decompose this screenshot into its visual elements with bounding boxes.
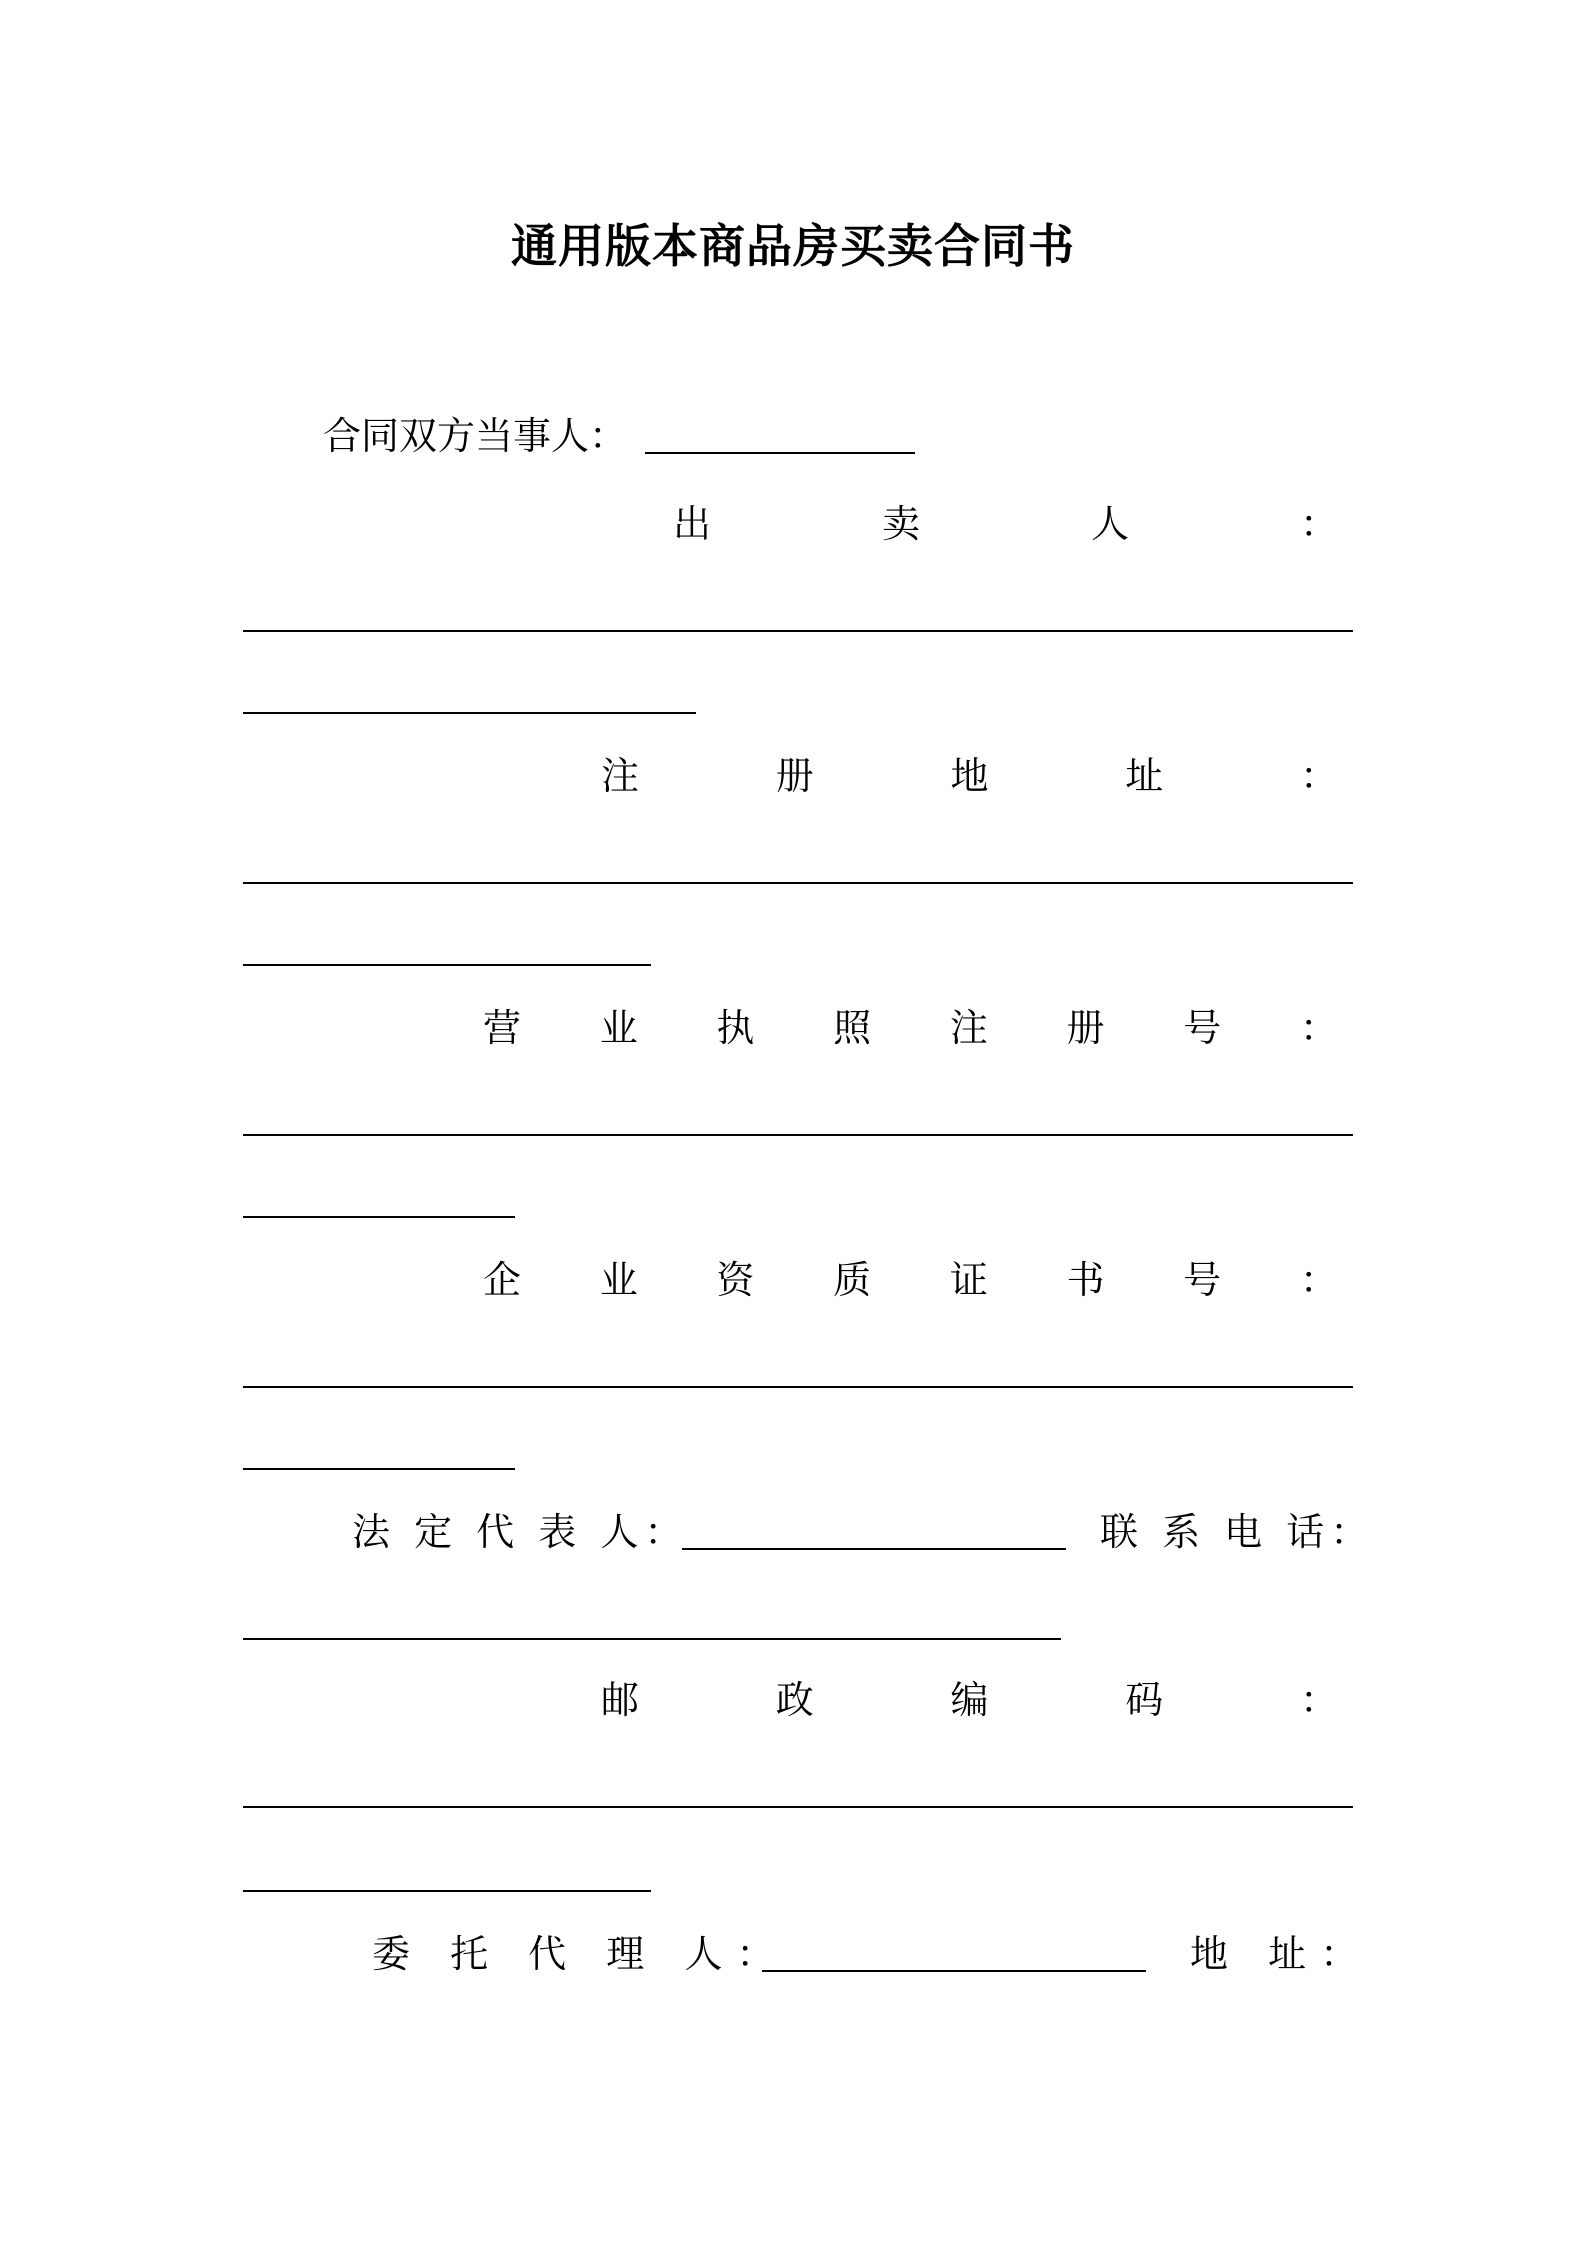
document-title: 通用版本商品房买卖合同书 bbox=[511, 219, 1075, 273]
registered-address-blank-line-1[interactable] bbox=[243, 882, 1353, 884]
qualification-cert-blank-line-1[interactable] bbox=[243, 1386, 1353, 1388]
business-license-blank-line-2[interactable] bbox=[243, 1216, 515, 1218]
postal-code-blank-line-2[interactable] bbox=[243, 1890, 651, 1892]
qualification-cert-label: 企 业 资 质 证 书 号 ： bbox=[483, 1258, 1338, 1302]
registered-address-label: 注 册 地 址 ： bbox=[601, 754, 1338, 798]
postal-code-blank-line-1[interactable] bbox=[243, 1806, 1353, 1808]
seller-blank-line-2[interactable] bbox=[243, 712, 696, 714]
phone-label: 联 系 电 话： bbox=[1100, 1510, 1375, 1554]
seller-blank-line-1[interactable] bbox=[243, 630, 1353, 632]
legal-rep-label: 法 定 代 表 人： bbox=[352, 1510, 689, 1554]
business-license-blank-line-1[interactable] bbox=[243, 1134, 1353, 1136]
seller-label: 出 卖 人 ： bbox=[673, 502, 1338, 546]
agent-blank[interactable] bbox=[762, 1970, 1146, 1972]
parties-label: 合同双方当事人： bbox=[323, 414, 628, 458]
registered-address-blank-line-2[interactable] bbox=[243, 964, 651, 966]
postal-code-label: 邮 政 编 码 ： bbox=[601, 1678, 1338, 1722]
legal-rep-blank[interactable] bbox=[682, 1548, 1066, 1550]
agent-label: 委 托 代 理 人： bbox=[372, 1932, 789, 1976]
phone-blank[interactable] bbox=[243, 1638, 1061, 1640]
agent-address-label: 地 址： bbox=[1190, 1932, 1373, 1976]
business-license-label: 营 业 执 照 注 册 号 ： bbox=[483, 1006, 1338, 1050]
qualification-cert-blank-line-2[interactable] bbox=[243, 1468, 515, 1470]
parties-blank[interactable] bbox=[645, 452, 915, 454]
